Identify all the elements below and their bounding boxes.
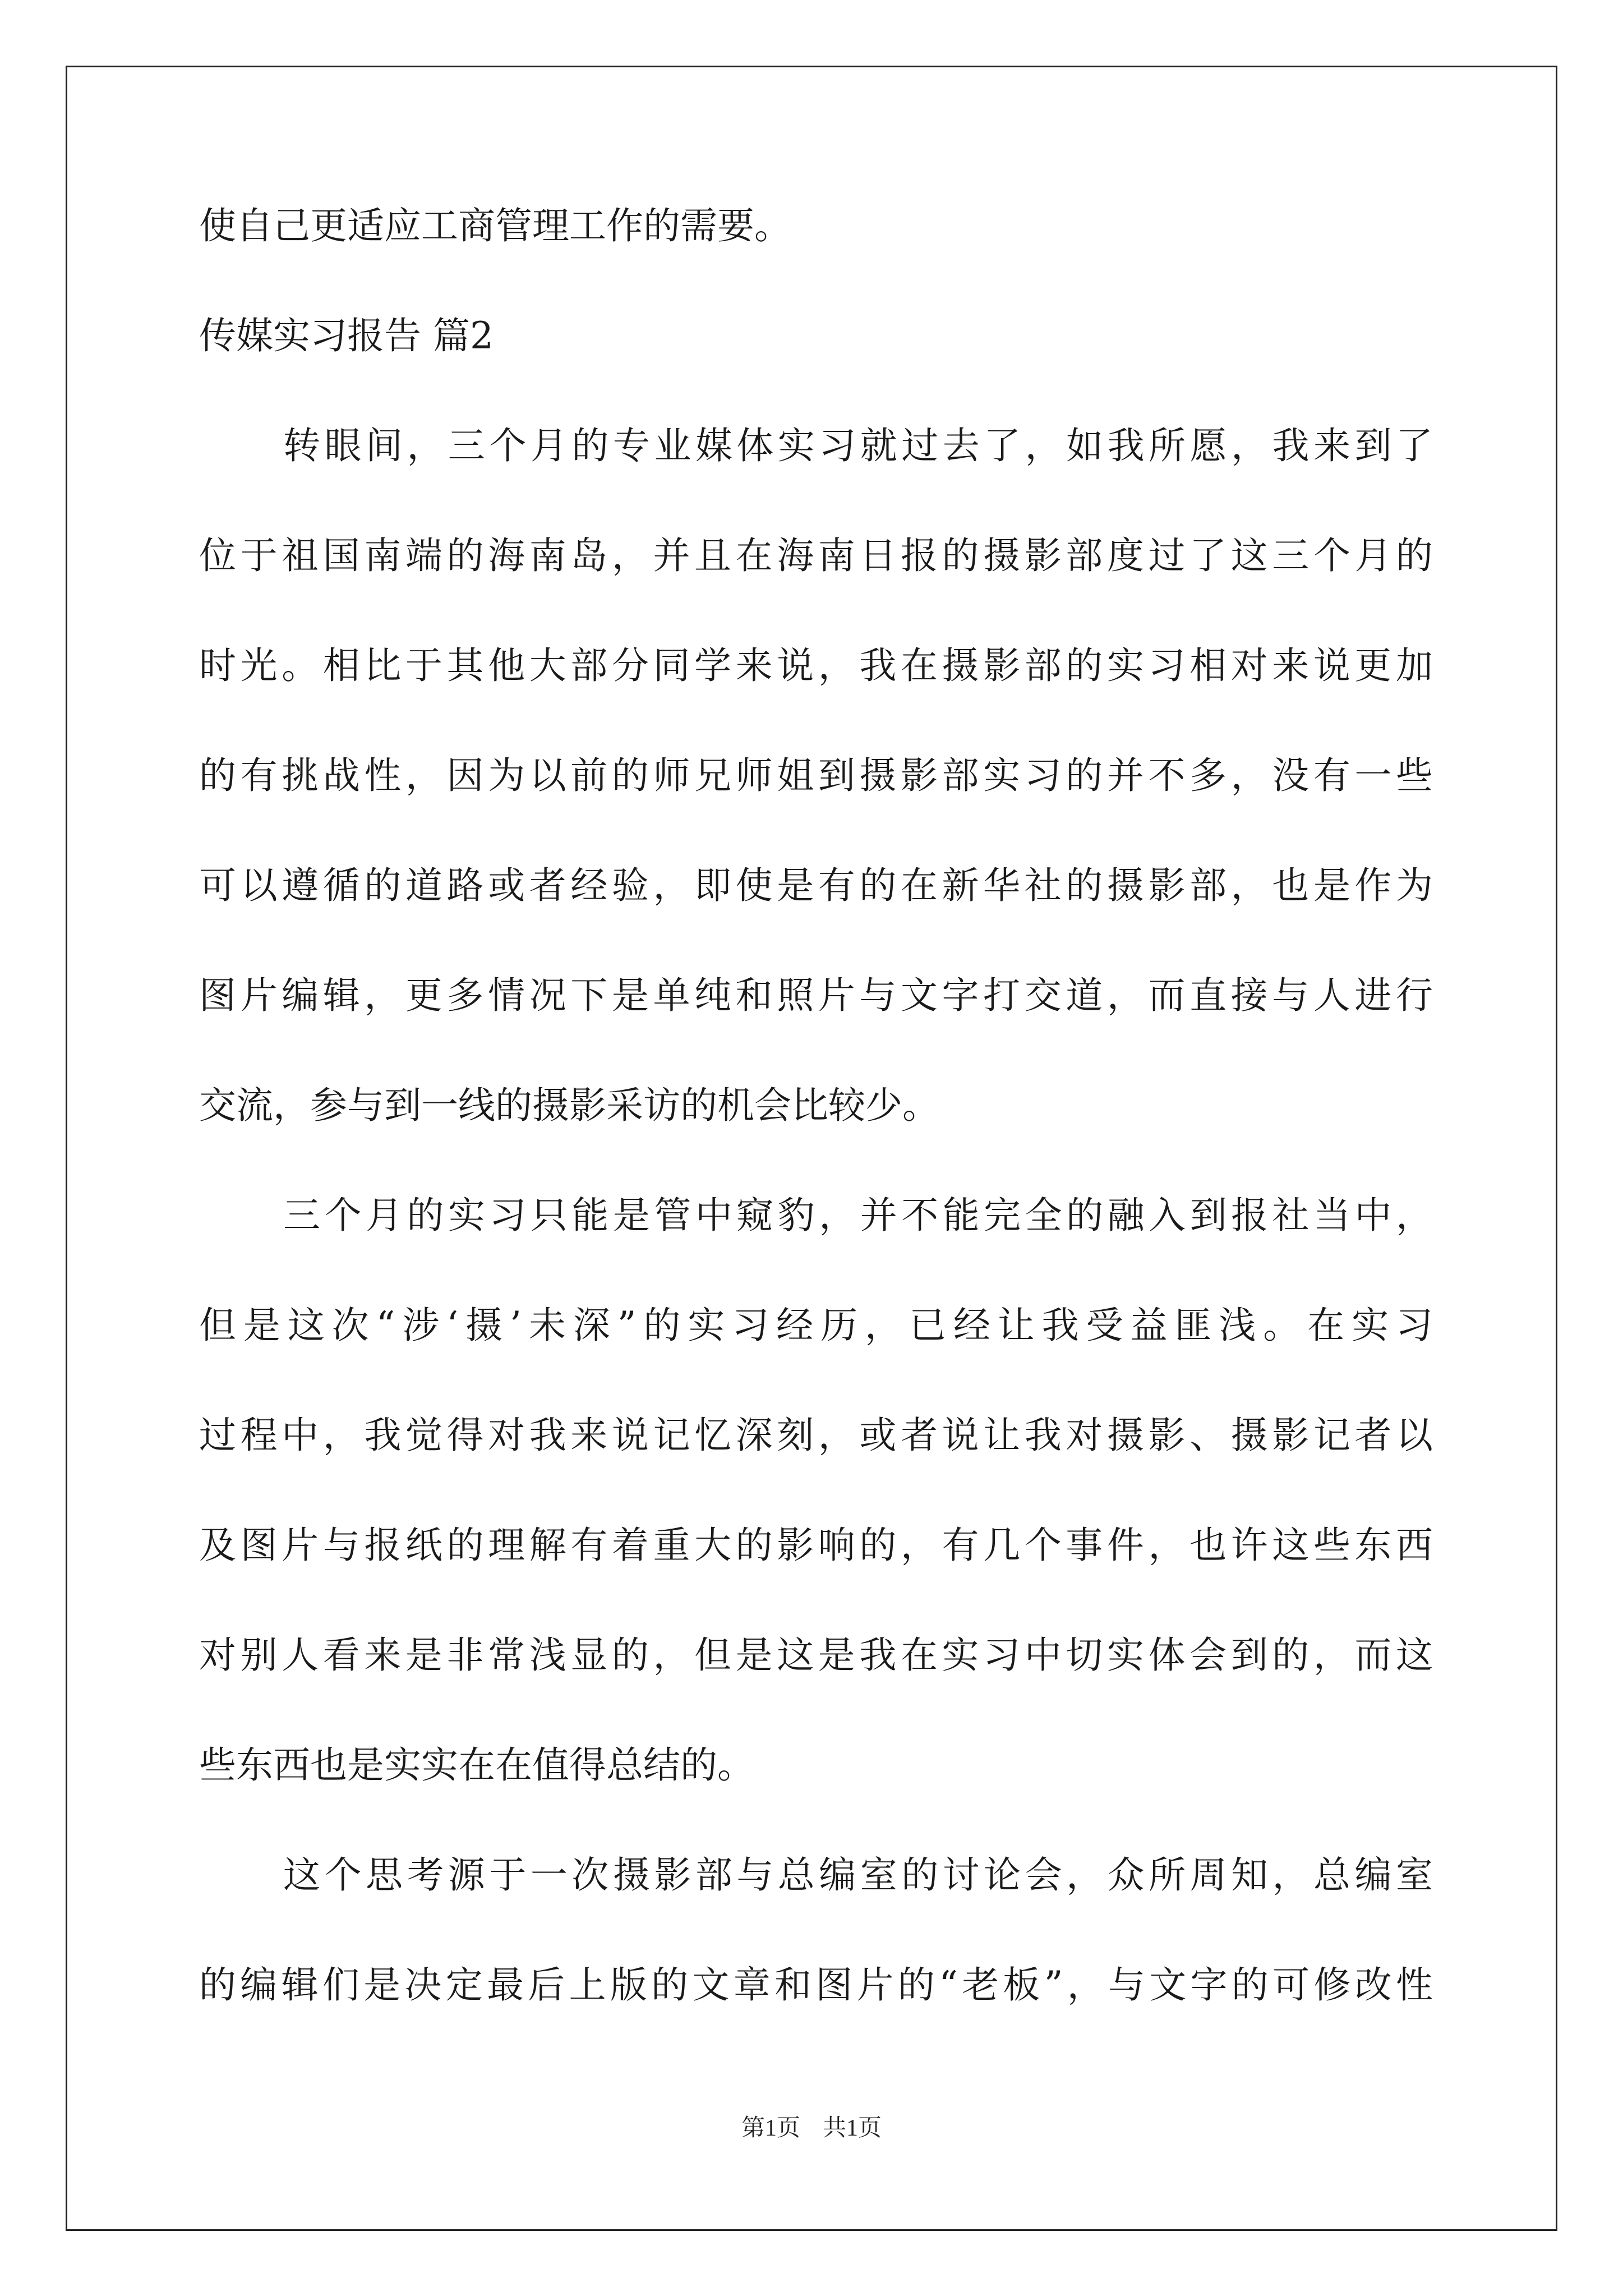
text-line: 过程中，我觉得对我来说记忆深刻，或者说让我对摄影、摄影记者以 [199, 1414, 1433, 1457]
text-line: 些东西也是实实在在值得总结的。 [199, 1743, 754, 1787]
text-line: 交流，参与到一线的摄影采访的机会比较少。 [199, 1084, 939, 1127]
section-heading: 传媒实习报告 篇2 [199, 314, 494, 357]
text-line: 及图片与报纸的理解有着重大的影响的，有几个事件，也许这些东西 [199, 1524, 1433, 1567]
text-line: 这个思考源于一次摄影部与总编室的讨论会，众所周知，总编室 [283, 1853, 1433, 1897]
text-line: 可以遵循的道路或者经验，即使是有的在新华社的摄影部，也是作为 [199, 864, 1433, 907]
text-line: 的编辑们是决定最后上版的文章和图片的“老板”，与文字的可修改性 [199, 1963, 1433, 2007]
text-line: 但是这次“涉‘摄’未深”的实习经历，已经让我受益匪浅。在实习 [199, 1304, 1433, 1347]
text-line: 位于祖国南端的海南岛，并且在海南日报的摄影部度过了这三个月的 [199, 534, 1433, 577]
page-footer [0, 2109, 1623, 2143]
document-body [199, 204, 1433, 2077]
text-line: 转眼间，三个月的专业媒体实习就过去了，如我所愿，我来到了 [283, 424, 1433, 467]
text-line: 图片编辑，更多情况下是单纯和照片与文字打交道，而直接与人进行 [199, 974, 1433, 1017]
page-number: 第1页 [741, 2115, 800, 2141]
text-line: 使自己更适应工商管理工作的需要。 [199, 204, 791, 247]
text-line: 时光。相比于其他大部分同学来说，我在摄影部的实习相对来说更加 [199, 644, 1433, 687]
text-line: 三个月的实习只能是管中窥豹，并不能完全的融入到报社当中， [283, 1194, 1433, 1237]
text-line: 的有挑战性，因为以前的师兄师姐到摄影部实习的并不多，没有一些 [199, 754, 1433, 797]
page-total: 共1页 [823, 2115, 882, 2141]
text-line: 对别人看来是非常浅显的，但是这是我在实习中切实体会到的，而这 [199, 1634, 1433, 1677]
